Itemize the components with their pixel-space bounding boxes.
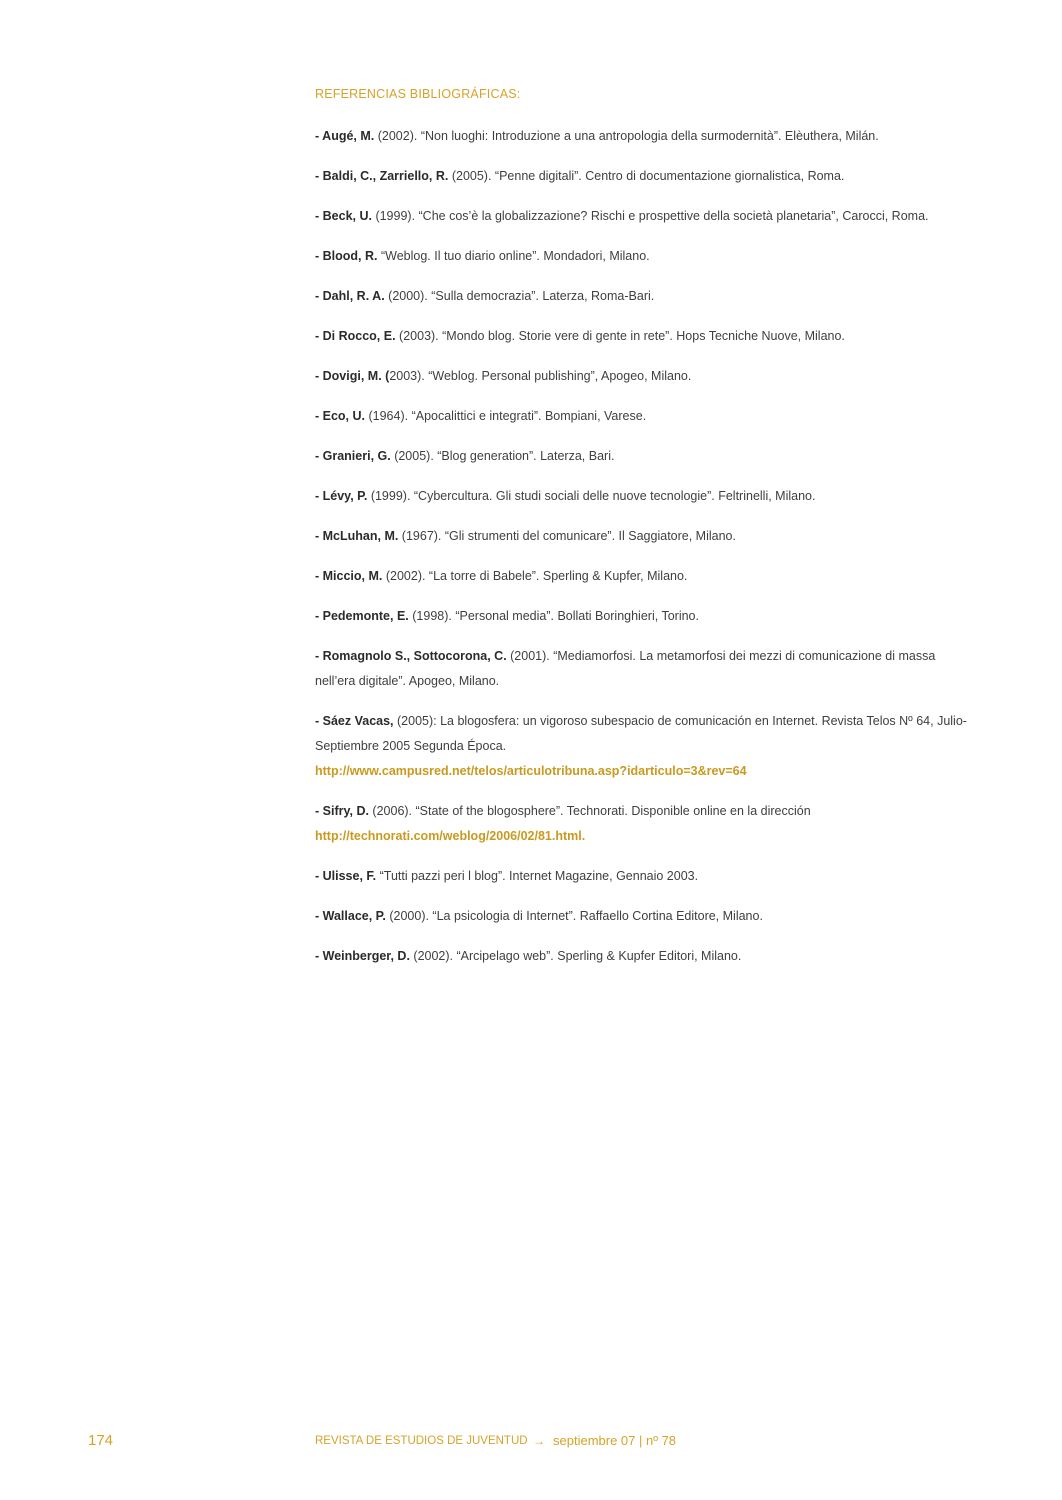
section-heading: REFERENCIAS BIBLIOGRÁFICAS:: [315, 87, 521, 101]
reference-text: (2002). “Non luoghi: Introduzione a una antropologia della surmodernità”. Elèuthera, Milán.: [374, 129, 879, 143]
reference-text: “Tutti pazzi peri l blog”. Internet Magazine, Gennaio 2003.: [376, 869, 699, 883]
reference-item: [315, 324, 975, 349]
reference-author: - Pedemonte, E.: [315, 609, 409, 623]
reference-item: [315, 364, 975, 389]
reference-text: (1999). “Cybercultura. Gli studi sociali delle nuove tecnologie”. Feltrinelli, Milano.: [367, 489, 816, 503]
reference-item: [315, 524, 975, 549]
reference-text: (2005). “Penne digitali”. Centro di documentazione giornalistica, Roma.: [448, 169, 845, 183]
reference-author: - Miccio, M.: [315, 569, 383, 583]
reference-author: - Eco, U.: [315, 409, 366, 423]
issue-info: septiembre 07 | nº 78: [553, 1433, 677, 1448]
reference-text: (2001). “Mediamorfosi. La metamorfosi dei mezzi di comunicazione di massa nell’era digitale”. Apogeo, Milano.: [315, 649, 936, 688]
reference-text: (2003). “Mondo blog. Storie vere di gente in rete”. Hops Tecniche Nuove, Milano.: [395, 329, 845, 343]
reference-text: “Weblog. Il tuo diario online”. Mondadori, Milano.: [377, 249, 650, 263]
reference-author: - Baldi, C., Zarriello, R.: [315, 169, 449, 183]
reference-author: - Sáez Vacas,: [315, 714, 394, 728]
reference-text: (2005): La blogosfera: un vigoroso subespacio de comunicación en Internet. Revista Telos Nº 64, Julio-Septiembre 2005 Segunda Época.: [315, 714, 967, 753]
reference-text: (2000). “Sulla democrazia”. Laterza, Roma-Bari.: [384, 289, 655, 303]
reference-item: [315, 864, 975, 889]
reference-text: (1964). “Apocalittici e integrati”. Bompiani, Varese.: [365, 409, 647, 423]
reference-text: (2000). “La psicologia di Internet”. Raffaello Cortina Editore, Milano.: [385, 909, 763, 923]
reference-text: 2003). “Weblog. Personal publishing”, Apogeo, Milano.: [389, 369, 692, 383]
reference-author: - Blood, R.: [315, 249, 378, 263]
reference-item: [315, 904, 975, 929]
reference-item: [315, 284, 975, 309]
reference-text: (1999). “Che cos’è la globalizzazione? Rischi e prospettive della società planetaria”, Carocci, Roma.: [371, 209, 929, 223]
reference-text: (1998). “Personal media”. Bollati Boringhieri, Torino.: [408, 609, 699, 623]
reference-item: [315, 444, 975, 469]
reference-item: [315, 404, 975, 429]
reference-author: - Beck, U.: [315, 209, 372, 223]
reference-item: [315, 799, 975, 849]
reference-item: [315, 164, 975, 189]
reference-url-link[interactable]: http://www.campusred.net/telos/articulotribuna.asp?idarticulo=3&rev=64: [315, 764, 747, 778]
reference-item: [315, 484, 975, 509]
reference-text: (2002). “Arcipelago web”. Sperling & Kupfer Editori, Milano.: [409, 949, 742, 963]
reference-author: - Sifry, D.: [315, 804, 369, 818]
reference-list: [315, 124, 975, 984]
reference-item: [315, 604, 975, 629]
arrow-icon: →: [533, 1434, 545, 1448]
reference-text: (2006). “State of the blogosphere”. Technorati. Disponible online en la dirección: [368, 804, 811, 818]
page-footer: [0, 1432, 1062, 1452]
reference-author: - Lévy, P.: [315, 489, 368, 503]
reference-item: [315, 709, 975, 784]
reference-text: (2005). “Blog generation”. Laterza, Bari.: [390, 449, 615, 463]
reference-author: - McLuhan, M.: [315, 529, 399, 543]
reference-author: - Dovigi, M. (: [315, 369, 390, 383]
reference-item: [315, 944, 975, 969]
journal-title: REVISTA DE ESTUDIOS DE JUVENTUD: [315, 1435, 528, 1447]
reference-author: - Weinberger, D.: [315, 949, 410, 963]
reference-item: [315, 244, 975, 269]
reference-url-link[interactable]: http://technorati.com/weblog/2006/02/81.html.: [315, 829, 586, 843]
reference-item: [315, 564, 975, 589]
reference-author: - Ulisse, F.: [315, 869, 377, 883]
reference-author: - Wallace, P.: [315, 909, 386, 923]
reference-author: - Di Rocco, E.: [315, 329, 396, 343]
reference-author: - Augé, M.: [315, 129, 375, 143]
reference-item: [315, 204, 975, 229]
page-number: 174: [88, 1432, 114, 1449]
reference-author: - Dahl, R. A.: [315, 289, 385, 303]
reference-text: (2002). “La torre di Babele”. Sperling & Kupfer, Milano.: [382, 569, 688, 583]
reference-author: - Romagnolo S., Sottocorona, C.: [315, 649, 507, 663]
reference-author: - Granieri, G.: [315, 449, 391, 463]
reference-item: [315, 124, 975, 149]
reference-text: (1967). “Gli strumenti del comunicare”. Il Saggiatore, Milano.: [398, 529, 736, 543]
reference-item: [315, 644, 975, 694]
